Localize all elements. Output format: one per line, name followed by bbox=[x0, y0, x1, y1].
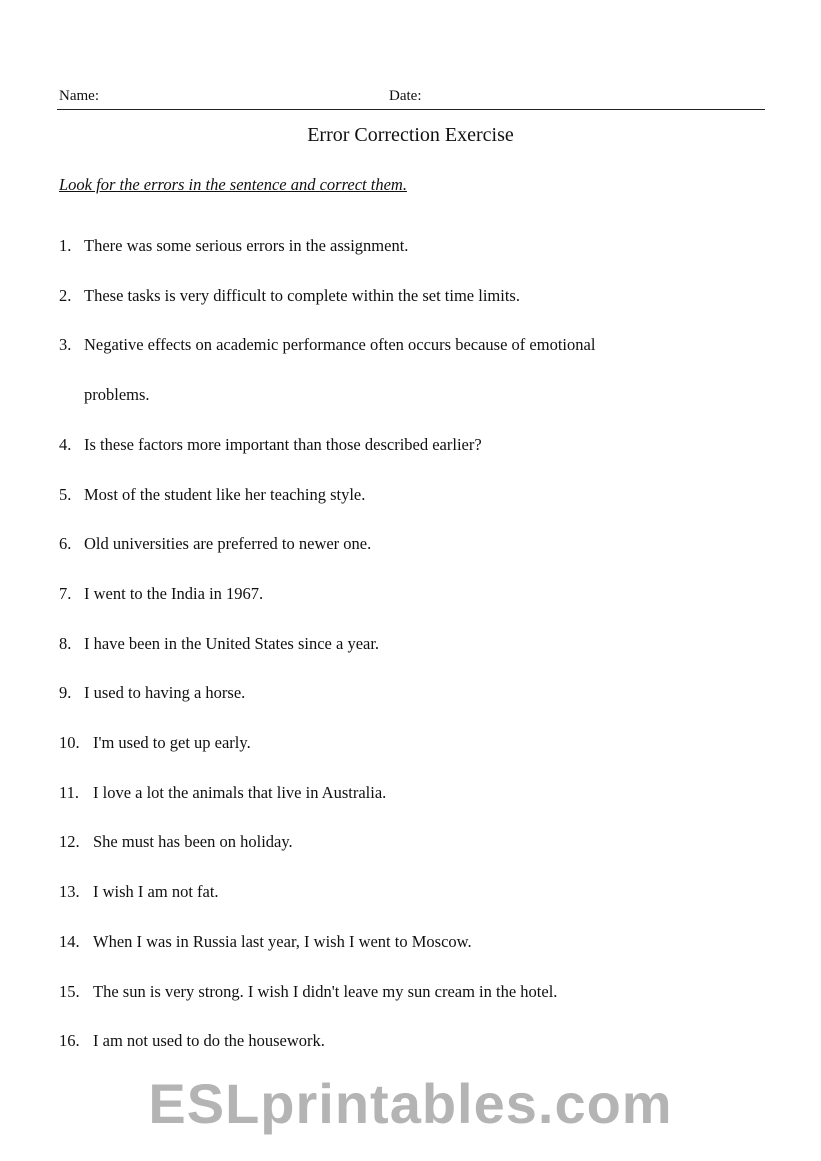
item-number: 5. bbox=[59, 484, 72, 504]
header-rule bbox=[57, 109, 765, 110]
watermark: ESLprintables.com bbox=[148, 1072, 673, 1135]
exercise-item bbox=[59, 271, 739, 321]
item-text: There was some serious errors in the assignment. bbox=[84, 236, 409, 255]
exercise-item bbox=[59, 768, 739, 818]
item-number: 6. bbox=[59, 534, 72, 554]
exercise-item bbox=[59, 917, 739, 967]
item-text: I wish I am not fat. bbox=[93, 882, 219, 902]
date-label: Date: bbox=[389, 88, 422, 104]
item-number: 16. bbox=[59, 1031, 80, 1051]
exercise-item bbox=[59, 519, 739, 569]
item-text: When I was in Russia last year, I wish I went to Moscow. bbox=[93, 931, 472, 951]
item-number: 10. bbox=[59, 733, 80, 753]
item-number: 14. bbox=[59, 931, 80, 951]
exercise-item bbox=[59, 619, 739, 669]
item-number: 8. bbox=[59, 633, 72, 653]
page-title: Error Correction Exercise bbox=[307, 124, 514, 146]
indent bbox=[59, 370, 84, 420]
item-text: The sun is very strong. I wish I didn't leave my sun cream in the hotel. bbox=[93, 981, 558, 1001]
exercise-item bbox=[59, 1016, 739, 1066]
exercise-item bbox=[59, 817, 739, 867]
item-number: 3. bbox=[59, 335, 72, 355]
exercise-item-continuation bbox=[59, 370, 739, 420]
item-text: Negative effects on academic performance often occurs because of emotional bbox=[84, 335, 596, 355]
item-number: 1. bbox=[59, 236, 72, 255]
name-label: Name: bbox=[59, 88, 99, 104]
item-text: These tasks is very difficult to complete within the set time limits. bbox=[84, 285, 520, 305]
instruction: Look for the errors in the sentence and correct them. bbox=[59, 175, 407, 194]
item-text: I went to the India in 1967. bbox=[84, 583, 264, 603]
exercise-item bbox=[59, 221, 739, 271]
item-number: 4. bbox=[59, 434, 72, 454]
exercise-item bbox=[59, 668, 739, 718]
exercise-item bbox=[59, 470, 739, 520]
exercise-item bbox=[59, 967, 739, 1017]
item-text: Old universities are preferred to newer one. bbox=[84, 534, 372, 554]
item-number: 12. bbox=[59, 832, 80, 852]
item-text: I have been in the United States since a year. bbox=[84, 633, 380, 653]
item-number: 13. bbox=[59, 882, 80, 902]
item-text: I'm used to get up early. bbox=[93, 733, 251, 753]
exercise-item bbox=[59, 320, 739, 370]
item-text: I used to having a horse. bbox=[84, 683, 246, 703]
item-text: problems. bbox=[84, 385, 150, 405]
exercise-item bbox=[59, 569, 739, 619]
item-number: 2. bbox=[59, 285, 72, 305]
item-number: 11. bbox=[59, 782, 80, 802]
item-text: I love a lot the animals that live in Australia. bbox=[93, 782, 387, 802]
exercise-list bbox=[59, 221, 739, 1066]
item-text: Is these factors more important than those described earlier? bbox=[84, 434, 482, 454]
item-number: 15. bbox=[59, 981, 80, 1001]
item-number: 9. bbox=[59, 683, 72, 703]
item-number: 7. bbox=[59, 583, 72, 603]
exercise-item bbox=[59, 718, 739, 768]
exercise-item bbox=[59, 420, 739, 470]
exercise-item bbox=[59, 867, 739, 917]
item-text: I am not used to do the housework. bbox=[93, 1031, 325, 1051]
item-text: She must has been on holiday. bbox=[93, 832, 293, 852]
item-text: Most of the student like her teaching style. bbox=[84, 484, 366, 504]
